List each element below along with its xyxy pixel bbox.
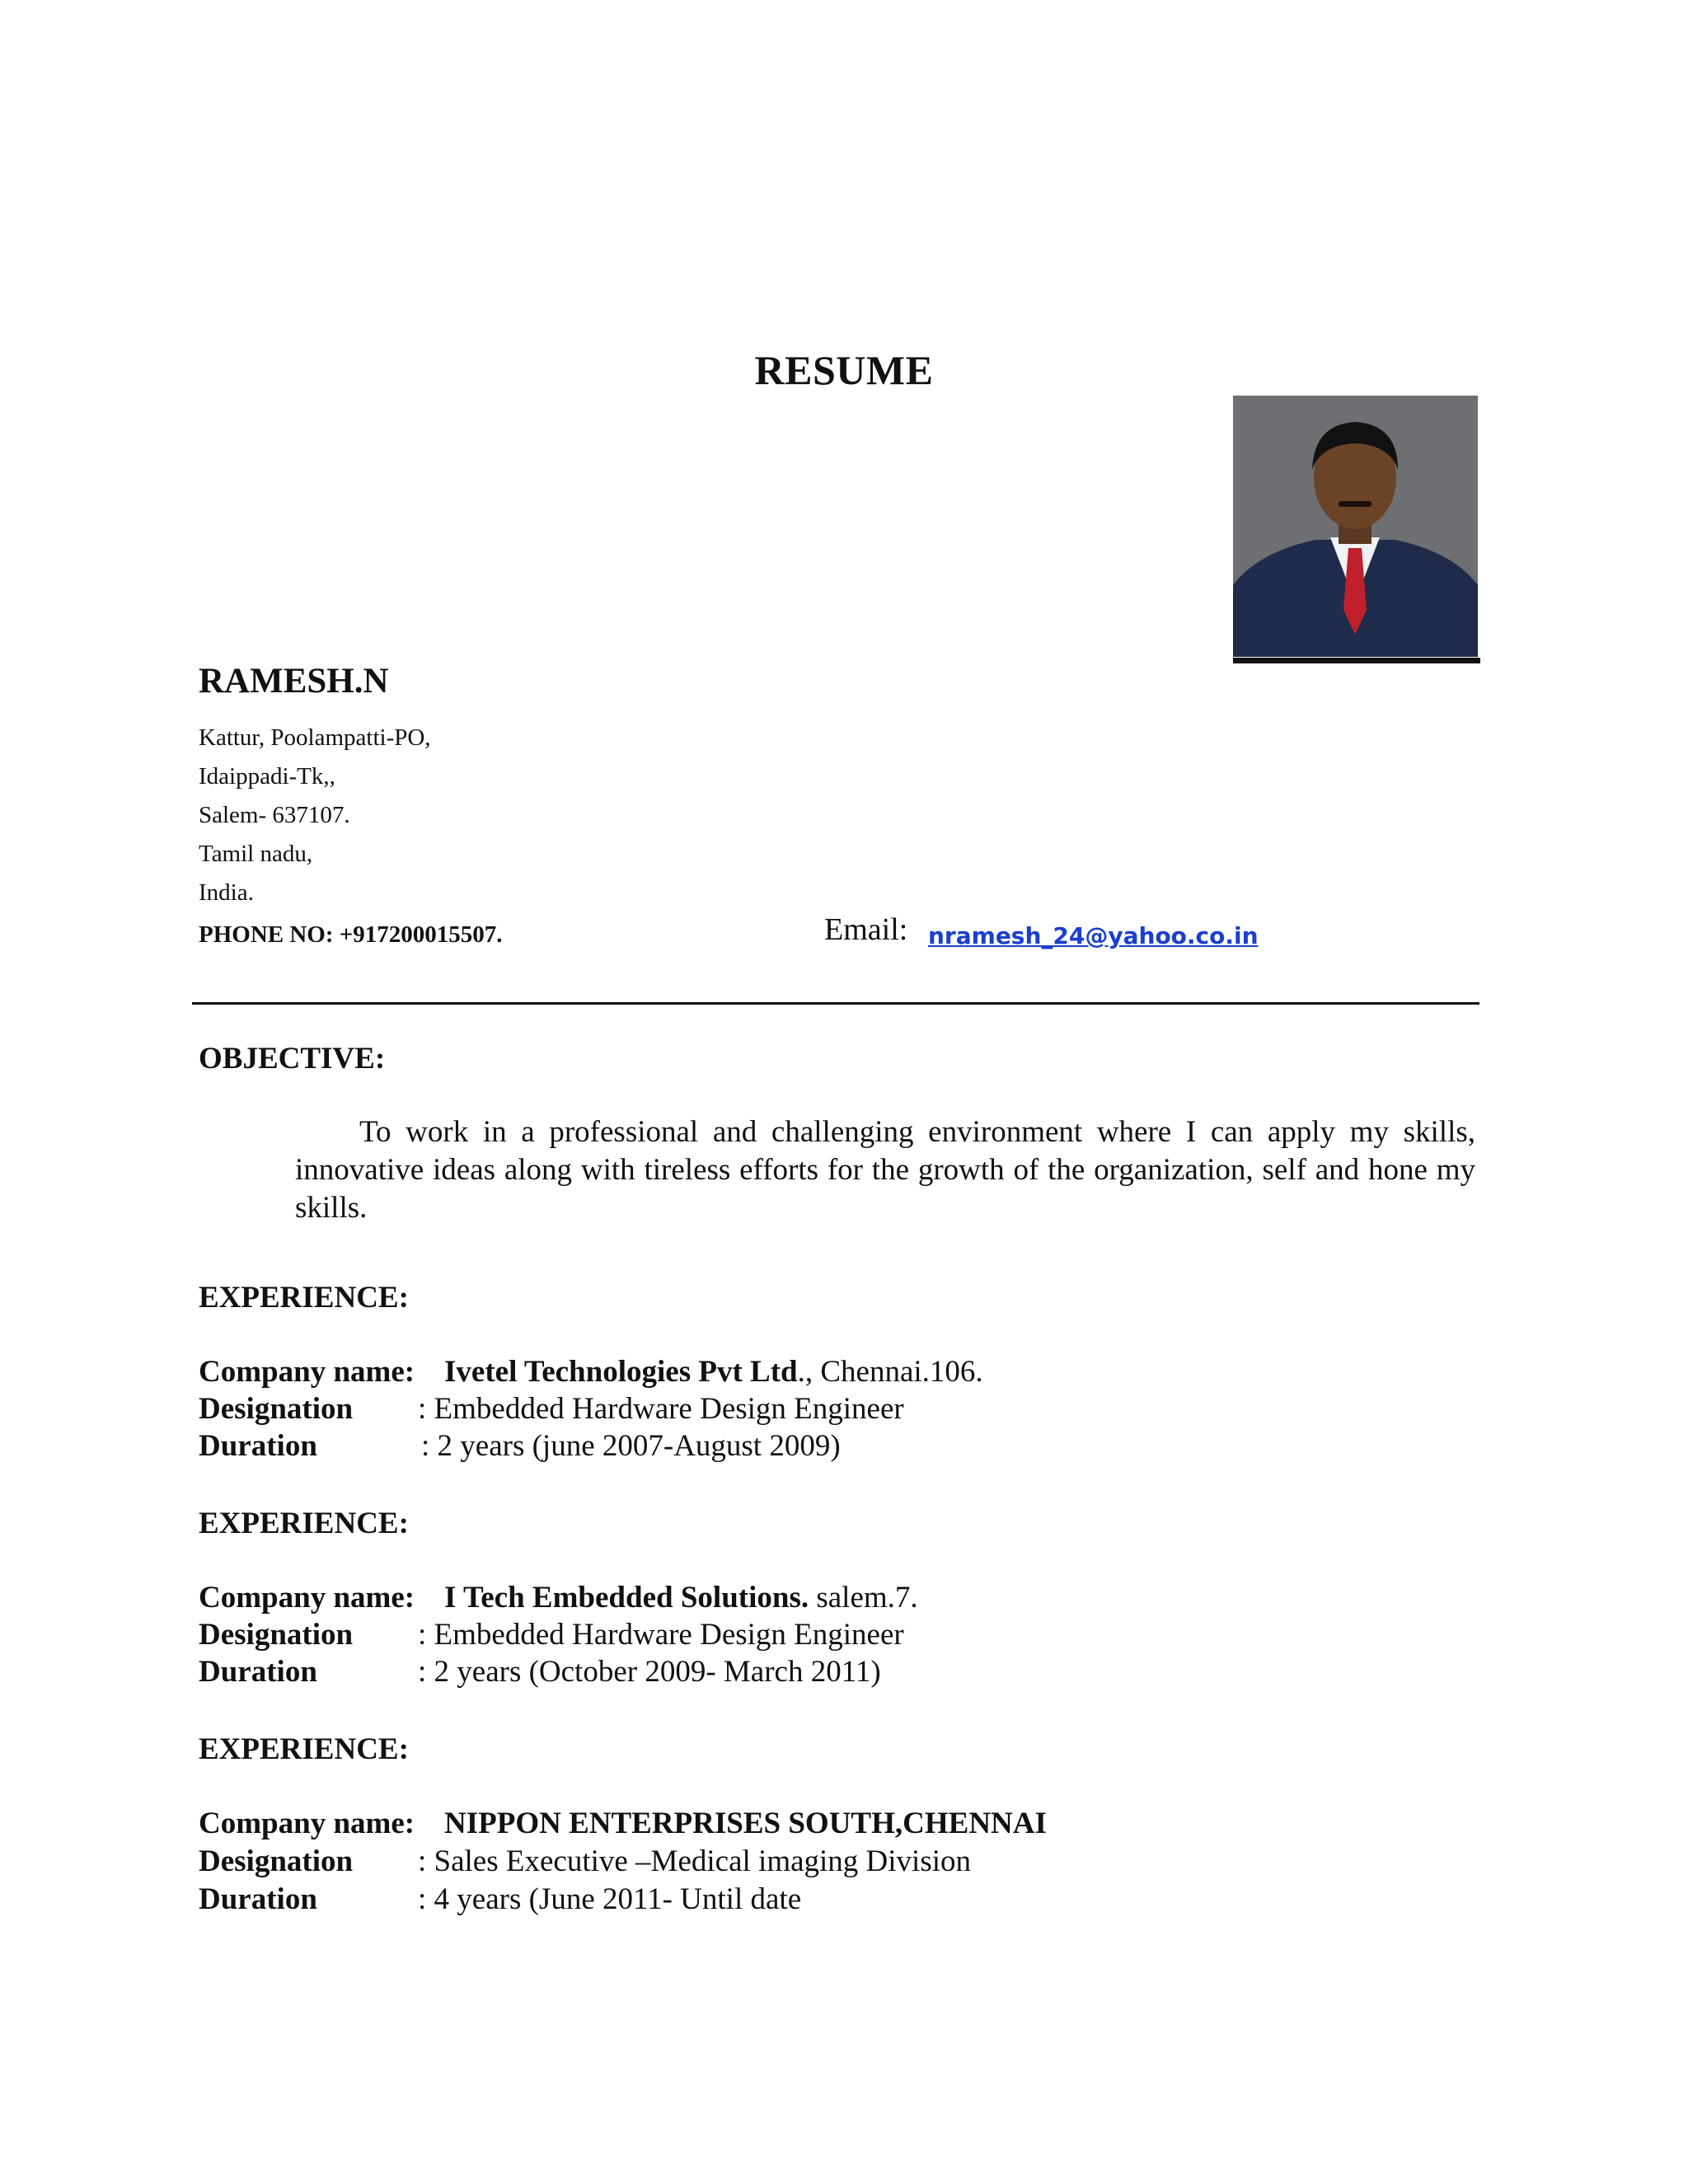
experience-heading: EXPERIENCE: <box>199 1507 409 1540</box>
duration-value: : 2 years (October 2009- March 2011) <box>418 1655 881 1689</box>
objective-paragraph: To work in a professional and challenging environment where I can apply my skills, innovative ideas along with tireless efforts for the growth of the organization, self and hone my skills. <box>295 1115 1475 1225</box>
designation-label: Designation <box>199 1618 354 1652</box>
header-divider <box>192 1002 1479 1005</box>
objective-text <box>295 1113 1475 1227</box>
email-link[interactable]: nramesh_24@yahoo.co.in <box>928 922 1259 949</box>
person-portrait-icon <box>1233 396 1478 657</box>
page-title: RESUME <box>754 347 934 393</box>
candidate-name: RAMESH.N <box>199 662 389 701</box>
email-label: Email: <box>824 912 908 947</box>
profile-photo <box>1233 396 1478 657</box>
experience-heading: EXPERIENCE: <box>199 1732 409 1766</box>
designation-value: : Embedded Hardware Design Engineer <box>418 1392 904 1426</box>
objective-heading: OBJECTIVE: <box>199 1042 386 1076</box>
company-location: ., Chennai.106. <box>797 1355 983 1389</box>
designation-value: : Sales Executive –Medical imaging Division <box>418 1844 972 1878</box>
duration-value: : 4 years (June 2011- Until date <box>418 1882 802 1916</box>
designation-value: : Embedded Hardware Design Engineer <box>418 1618 904 1652</box>
address-line: Salem- 637107. <box>199 802 350 828</box>
duration-value: : 2 years (june 2007-August 2009) <box>421 1429 841 1463</box>
company-name: NIPPON ENTERPRISES SOUTH,CHENNAI <box>444 1807 1047 1840</box>
designation-label: Designation <box>199 1392 354 1426</box>
company-label: Company name: <box>199 1355 415 1389</box>
duration-label: Duration <box>199 1429 317 1463</box>
company-value <box>444 1580 918 1615</box>
company-value <box>444 1354 983 1390</box>
company-label: Company name: <box>199 1581 415 1615</box>
company-location: salem.7. <box>809 1581 918 1615</box>
duration-label: Duration <box>199 1655 317 1689</box>
photo-underline <box>1233 658 1480 663</box>
address-line: Kattur, Poolampatti-PO, <box>199 724 431 751</box>
address-line: Idaippadi-Tk,, <box>199 763 335 790</box>
experience-heading: EXPERIENCE: <box>199 1281 409 1315</box>
company-name: Ivetel Technologies Pvt Ltd <box>444 1355 798 1389</box>
designation-label: Designation <box>199 1844 354 1878</box>
address-line: India. <box>199 879 254 906</box>
phone-number: PHONE NO: +917200015507. <box>199 921 503 948</box>
company-label: Company name: <box>199 1807 415 1840</box>
company-name: I Tech Embedded Solutions. <box>444 1581 809 1615</box>
duration-label: Duration <box>199 1882 317 1916</box>
company-value <box>444 1806 1047 1841</box>
address-line: Tamil nadu, <box>199 841 313 867</box>
